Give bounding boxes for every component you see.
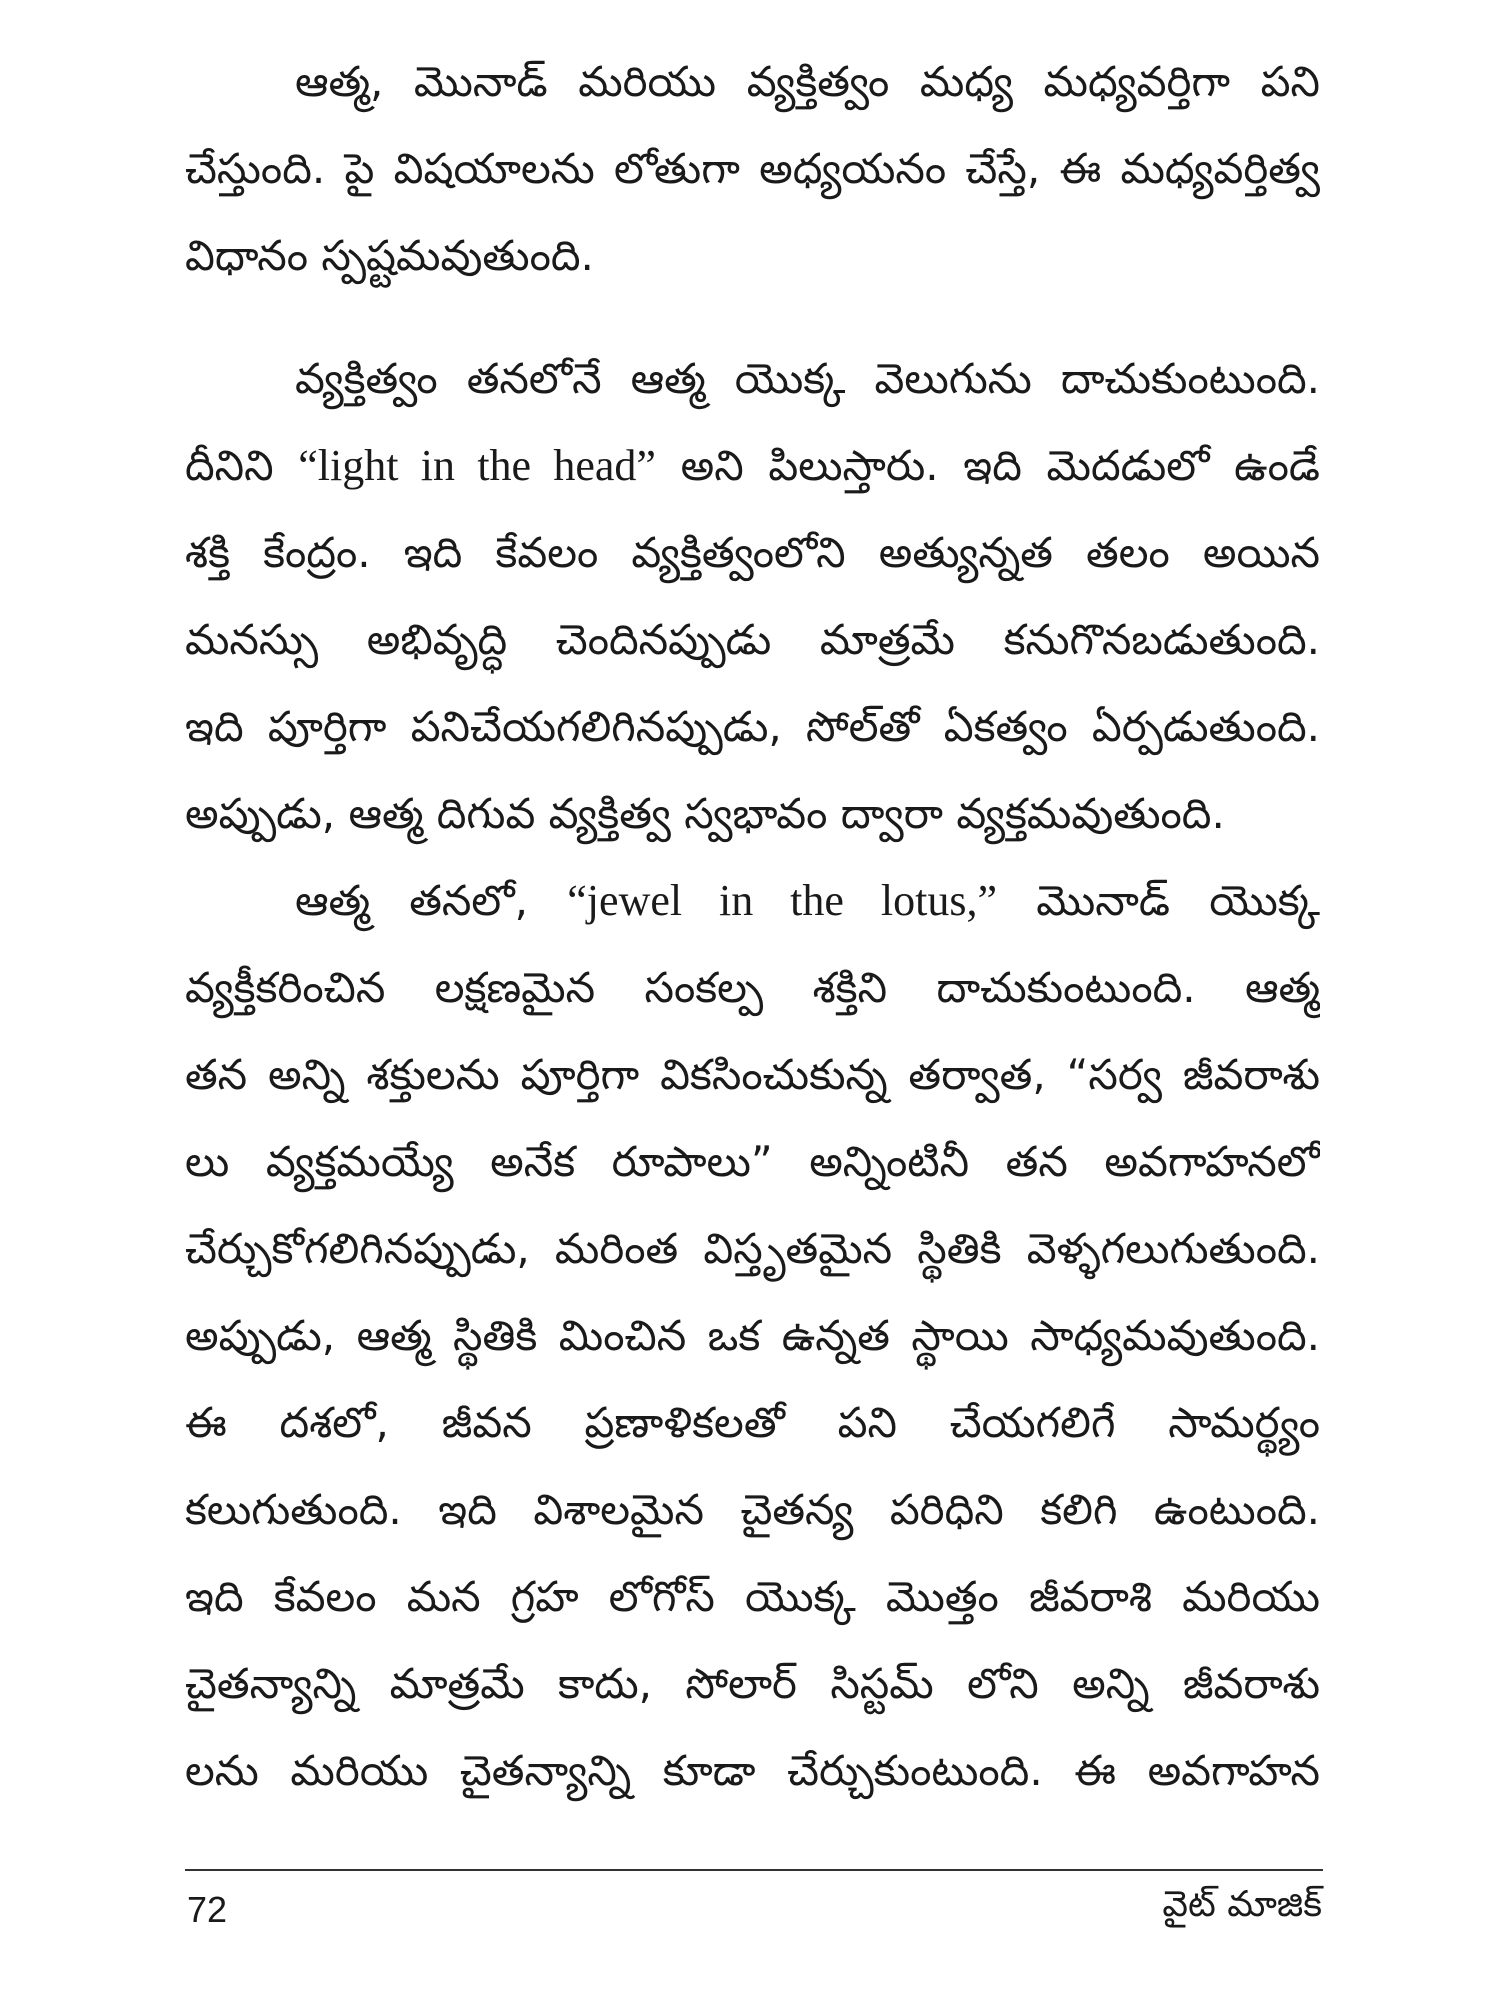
text-line: ఇది కేవలం మన గ్రహ లోగోస్ యొక్క మొత్తం జీవరాశి మరియు	[185, 1572, 1320, 1621]
paragraph	[185, 857, 1320, 1814]
telugu-text: దీనిని	[185, 441, 299, 490]
text-line: లు వ్యక్తమయ్యే అనేక రూపాలు” అన్నింటినీ తన అవగాహనలో	[185, 1137, 1320, 1186]
text-line: ఆత్మ, మొనాడ్ మరియు వ్యక్తిత్వం మధ్య మధ్యవర్తిగా పని	[295, 57, 1320, 106]
text-line: శక్తి కేంద్రం. ఇది కేవలం వ్యక్తిత్వంలోని అత్యున్నత తలం అయిన	[185, 528, 1320, 577]
text-line: ఇది పూర్తిగా పనిచేయగలిగినప్పుడు, సోల్‌తో ఏకత్వం ఏర్పడుతుంది.	[185, 702, 1320, 751]
text-line: ఈ దశలో, జీవన ప్రణాళికలతో పని చేయగలిగే సామర్థ్యం	[185, 1398, 1320, 1447]
telugu-text: ఆత్మ తనలో,	[295, 876, 568, 925]
text-line: వ్యక్తిత్వం తనలోనే ఆత్మ యొక్క వెలుగును దాచుకుంటుంది.	[295, 354, 1320, 403]
telugu-text: అని పిలుస్తారు. ఇది మెదడులో ఉండే	[655, 441, 1320, 490]
footer-rule	[185, 1869, 1323, 1871]
text-line: వ్యక్తీకరించిన లక్షణమైన సంకల్ప శక్తిని దాచుకుంటుంది. ఆత్మ	[185, 963, 1320, 1012]
text-line: చేర్చుకోగలిగినప్పుడు, మరింత విస్తృతమైన స్థితికి వెళ్ళగలుగుతుంది.	[185, 1224, 1320, 1273]
english-quote: “jewel in the lotus,”	[567, 876, 997, 925]
text-line	[185, 857, 1320, 944]
text-line	[185, 422, 1320, 509]
telugu-text: మొనాడ్ యొక్క	[996, 876, 1320, 925]
text-line: మనస్సు అభివృద్ధి చెందినప్పుడు మాత్రమే కనుగొనబడుతుంది.	[185, 615, 1320, 664]
text-line: కలుగుతుంది. ఇది విశాలమైన చైతన్య పరిధిని కలిగి ఉంటుంది.	[185, 1485, 1320, 1534]
text-line: అప్పుడు, ఆత్మ స్థితికి మించిన ఒక ఉన్నత స్థాయి సాధ్యమవుతుంది.	[185, 1311, 1320, 1360]
text-line: తన అన్ని శక్తులను పూర్తిగా వికసించుకున్న తర్వాత, “సర్వ జీవరాశు	[185, 1050, 1320, 1099]
paragraph	[185, 335, 1320, 857]
text-line: లను మరియు చైతన్యాన్ని కూడా చేర్చుకుంటుంది. ఈ అవగాహన	[185, 1746, 1320, 1795]
paragraph-gap	[185, 299, 1320, 335]
text-line: చేస్తుంది. పై విషయాలను లోతుగా అధ్యయనం చేస్తే, ఈ మధ్యవర్తిత్వ	[185, 144, 1320, 193]
english-quote: “light in the head”	[298, 441, 656, 490]
text-line: అప్పుడు, ఆత్మ దిగువ వ్యక్తిత్వ స్వభావం ద్వారా వ్యక్తమవుతుంది.	[185, 789, 1225, 838]
page-number: 72	[187, 1889, 228, 1930]
text-line: విధానం స్పష్టమవుతుంది.	[185, 231, 594, 280]
text-line: చైతన్యాన్ని మాత్రమే కాదు, సోలార్ సిస్టమ్ లోని అన్ని జీవరాశు	[185, 1659, 1320, 1708]
body-text	[185, 38, 1320, 1814]
paragraph	[185, 38, 1320, 299]
running-title: వైట్ మాజిక్	[1162, 1884, 1322, 1925]
